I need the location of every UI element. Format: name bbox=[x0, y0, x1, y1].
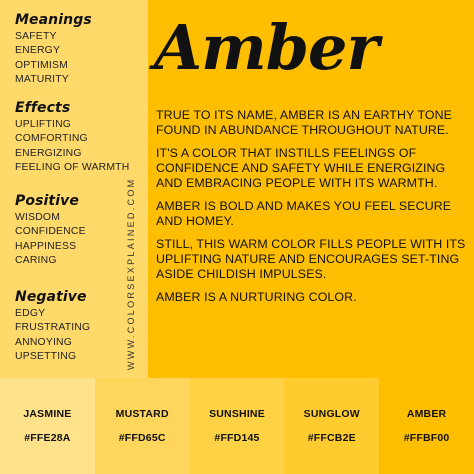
swatch-hex: #FFD145 bbox=[214, 432, 260, 444]
list-item: CARING bbox=[15, 255, 57, 267]
list-item: SAFETY bbox=[15, 31, 57, 42]
paragraph: AMBER IS BOLD AND MAKES YOU FEEL SECURE AND HOMEY. bbox=[156, 198, 452, 228]
list-item: ANNOYING bbox=[15, 336, 73, 348]
paragraph: IT'S A COLOR THAT INSTILLS FEELINGS OF CONFIDENCE AND SAFETY WHILE ENERGIZING AND EMBRACING PEOPLE WITH ITS WARMTH. bbox=[156, 146, 446, 190]
list-item: HAPPINESS bbox=[15, 240, 77, 252]
swatch-name: MUSTARD bbox=[115, 408, 169, 420]
section-title: Meanings bbox=[15, 12, 92, 28]
swatch-amber bbox=[379, 378, 474, 474]
swatch-sunglow bbox=[284, 378, 379, 474]
meanings-section bbox=[15, 12, 92, 88]
list-item: WISDOM bbox=[15, 212, 61, 223]
list-item: ENERGY bbox=[15, 45, 61, 57]
negative-section bbox=[15, 289, 90, 365]
page-title: Amber bbox=[154, 11, 379, 84]
paragraph: AMBER IS A NURTURING COLOR. bbox=[156, 289, 357, 304]
section-title: Effects bbox=[15, 100, 71, 116]
swatch-mustard bbox=[95, 378, 190, 474]
swatch-jasmine bbox=[0, 378, 95, 474]
list-item: CONFIDENCE bbox=[15, 226, 86, 238]
swatch-name: AMBER bbox=[406, 408, 447, 420]
list-item: ENERGIZING bbox=[15, 147, 82, 159]
description-text bbox=[156, 108, 466, 313]
section-title: Negative bbox=[15, 289, 87, 305]
swatch-hex: #FFE28A bbox=[24, 432, 71, 444]
swatch-hex: #FFBF00 bbox=[403, 432, 450, 444]
swatch-sunshine bbox=[190, 378, 285, 474]
effects-section bbox=[15, 100, 129, 176]
color-swatches bbox=[0, 378, 474, 474]
website-url: WWW.COLORSEXPLAINED.COM bbox=[126, 177, 136, 370]
list-item: COMFORTING bbox=[15, 133, 88, 145]
swatch-name: JASMINE bbox=[23, 408, 72, 420]
swatch-hex: #FFCB2E bbox=[307, 432, 356, 444]
list-item: FEELING OF WARMTH bbox=[15, 162, 130, 174]
swatch-name: SUNSHINE bbox=[209, 408, 265, 420]
list-item: MATURITY bbox=[15, 74, 69, 86]
list-item: UPSETTING bbox=[15, 351, 77, 363]
positive-section bbox=[15, 193, 86, 269]
list-item: OPTIMISM bbox=[15, 59, 68, 71]
section-title: Positive bbox=[15, 193, 79, 209]
sidebar-panel bbox=[0, 0, 148, 378]
swatch-hex: #FFD65C bbox=[118, 432, 166, 444]
swatch-name: SUNGLOW bbox=[303, 408, 360, 420]
paragraph: TRUE TO ITS NAME, AMBER IS AN EARTHY TONE FOUND IN ABUNDANCE THROUGHOUT NATURE. bbox=[156, 108, 453, 137]
list-item: EDGY bbox=[15, 308, 46, 319]
list-item: FRUSTRATING bbox=[15, 322, 91, 334]
list-item: UPLIFTING bbox=[15, 119, 72, 130]
paragraph: STILL, THIS WARM COLOR FILLS PEOPLE WITH ITS UPLIFTING NATURE AND ENCOURAGES SET-TING ASIDE CHILDISH IMPULSES. bbox=[156, 237, 466, 281]
